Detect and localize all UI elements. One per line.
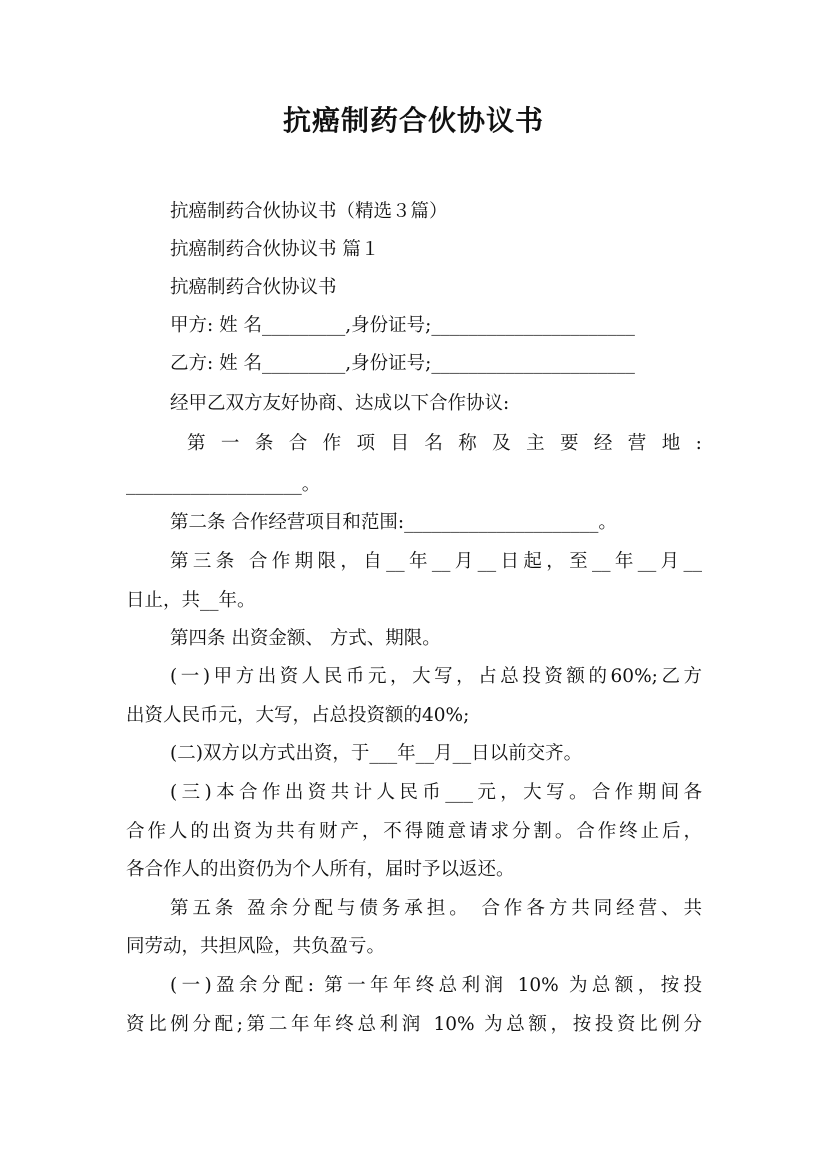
text-line: 甲方: 姓 名_________,身份证号;______________________ bbox=[170, 315, 635, 336]
text-line: 第四条 出资金额、 方式、期限。 bbox=[170, 628, 441, 649]
text-line: (一)盈余分配: 第一年年终总利润 10% 为总额，按投 bbox=[170, 975, 702, 996]
text-line: 同劳动，共担风险，共负盈亏。 bbox=[126, 936, 386, 957]
text-line: 经甲乙双方友好协商、达成以下合作协议: bbox=[170, 393, 510, 414]
text-line: 抗癌制药合伙协议书 bbox=[170, 277, 337, 298]
text-line: 资比例分配;第二年年终总利润 10% 为总额，按投资比例分 bbox=[126, 1014, 702, 1035]
text-line: (二)双方以方式出资，于___年__月__日以前交齐。 bbox=[170, 743, 583, 764]
text-line: (一)甲方出资人民币元，大写，占总投资额的60%;乙方 bbox=[170, 666, 702, 687]
text-line: 乙方: 姓 名_________,身份证号;______________________ bbox=[170, 353, 635, 374]
text-line: 抗癌制药合伙协议书 篇１ bbox=[170, 239, 380, 260]
text-line: 第 一 条 合 作 项 目 名 称 及 主 要 经 营 地 : bbox=[187, 433, 702, 454]
text-line: 第二条 合作经营项目和范围:_____________________。 bbox=[170, 512, 617, 533]
text-line: (三)本合作出资共计人民币___元，大写。合作期间各 bbox=[170, 782, 702, 803]
text-line: ___________________。 bbox=[126, 474, 321, 495]
text-line: 第三条 合作期限，自__年__月__日起，至__年__月__ bbox=[170, 551, 702, 572]
text-line: 第五条 盈余分配与债务承担。 合作各方共同经营、共 bbox=[170, 898, 702, 919]
document-title: 抗癌制药合伙协议书 bbox=[282, 104, 544, 137]
text-line: 各合作人的出资仍为个人所有，届时予以返还。 bbox=[126, 859, 515, 880]
text-line: 抗癌制药合伙协议书（精选３篇） bbox=[170, 201, 448, 222]
text-line: 合作人的出资为共有财产，不得随意请求分割。合作终止后， bbox=[126, 821, 702, 842]
text-line: 日止，共__年。 bbox=[126, 590, 256, 611]
text-line: 出资人民币元，大写，占总投资额的40%; bbox=[126, 705, 470, 726]
